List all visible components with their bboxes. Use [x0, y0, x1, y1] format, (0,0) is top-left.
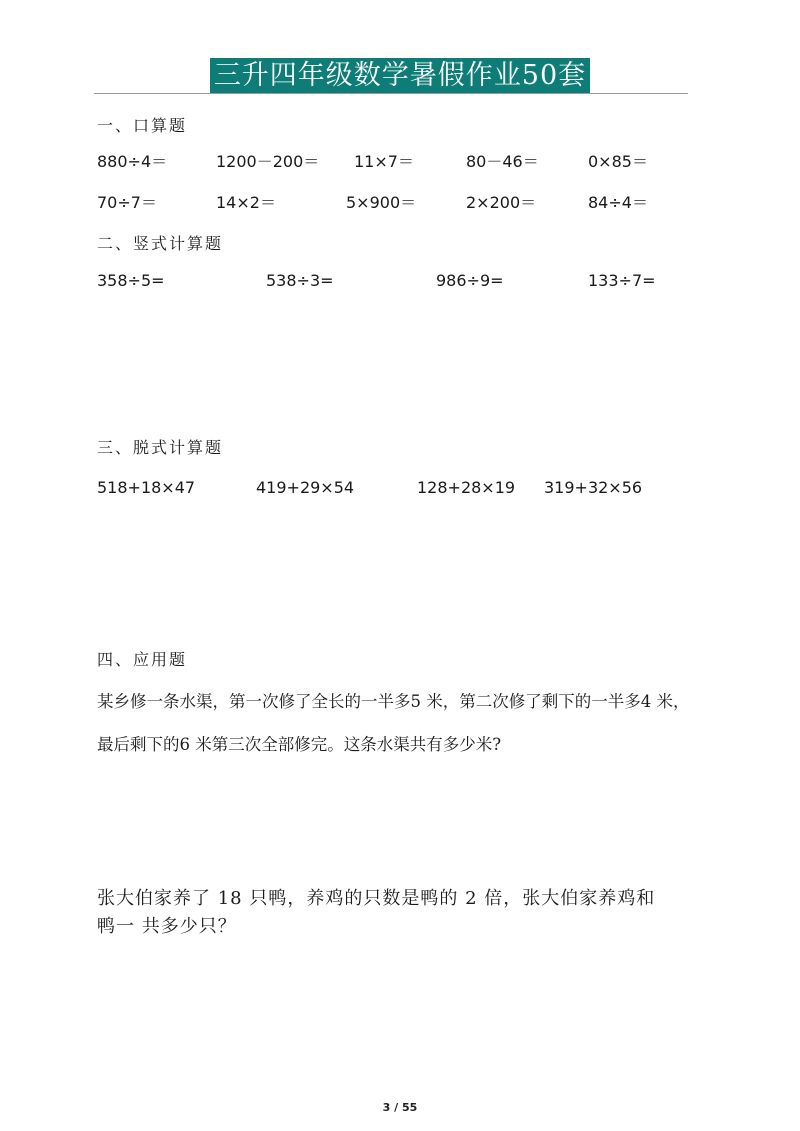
page-number: 3 / 55 — [382, 1101, 418, 1114]
page-title: 三升四年级数学暑假作业50套 — [210, 58, 590, 94]
vertical-problem: 538÷3= — [266, 271, 334, 290]
oral-problem: 880÷4＝ — [97, 152, 168, 171]
word-problem-2-line-2: 鸭一 共多少只？ — [97, 916, 237, 937]
oral-problem: 84÷4＝ — [588, 193, 648, 212]
word-problem-1-line-2: 最后剩下的6 米第三次全部修完。这条水渠共有多少米? — [97, 735, 502, 754]
title-banner — [0, 58, 800, 94]
vertical-problem: 133÷7= — [588, 271, 656, 290]
section-heading-stepwise: 三、脱式计算题 — [97, 438, 224, 457]
oral-problem: 80－46＝ — [466, 152, 539, 171]
stepwise-problem: 128+28×19 — [417, 478, 516, 497]
section-heading-vertical: 二、竖式计算题 — [97, 234, 224, 253]
oral-problem: 5×900＝ — [346, 193, 417, 212]
vertical-problem: 986÷9= — [436, 271, 504, 290]
word-problem-1-line-1: 某乡修一条水渠，第一次修了全长的一半多5 米，第二次修了剩下的一半多4 米， — [97, 692, 690, 711]
oral-problem: 70÷7＝ — [97, 193, 157, 212]
stepwise-problem: 319+32×56 — [544, 478, 643, 497]
section-heading-word-problems: 四、应用题 — [97, 650, 188, 669]
oral-problem: 1200－200＝ — [216, 152, 320, 171]
stepwise-problem: 518+18×47 — [97, 478, 196, 497]
word-problem-2-line-1: 张大伯家养了 18 只鸭，养鸡的只数是鸭的 2 倍，张大伯家养鸡和 — [97, 888, 656, 909]
oral-problem: 14×2＝ — [216, 193, 276, 212]
oral-problem: 11×7＝ — [354, 152, 414, 171]
oral-problem: 2×200＝ — [466, 193, 537, 212]
title-divider — [94, 93, 688, 94]
section-heading-oral: 一、口算题 — [97, 116, 188, 135]
vertical-problem: 358÷5= — [97, 271, 165, 290]
oral-problem: 0×85＝ — [588, 152, 648, 171]
stepwise-problem: 419+29×54 — [256, 478, 355, 497]
